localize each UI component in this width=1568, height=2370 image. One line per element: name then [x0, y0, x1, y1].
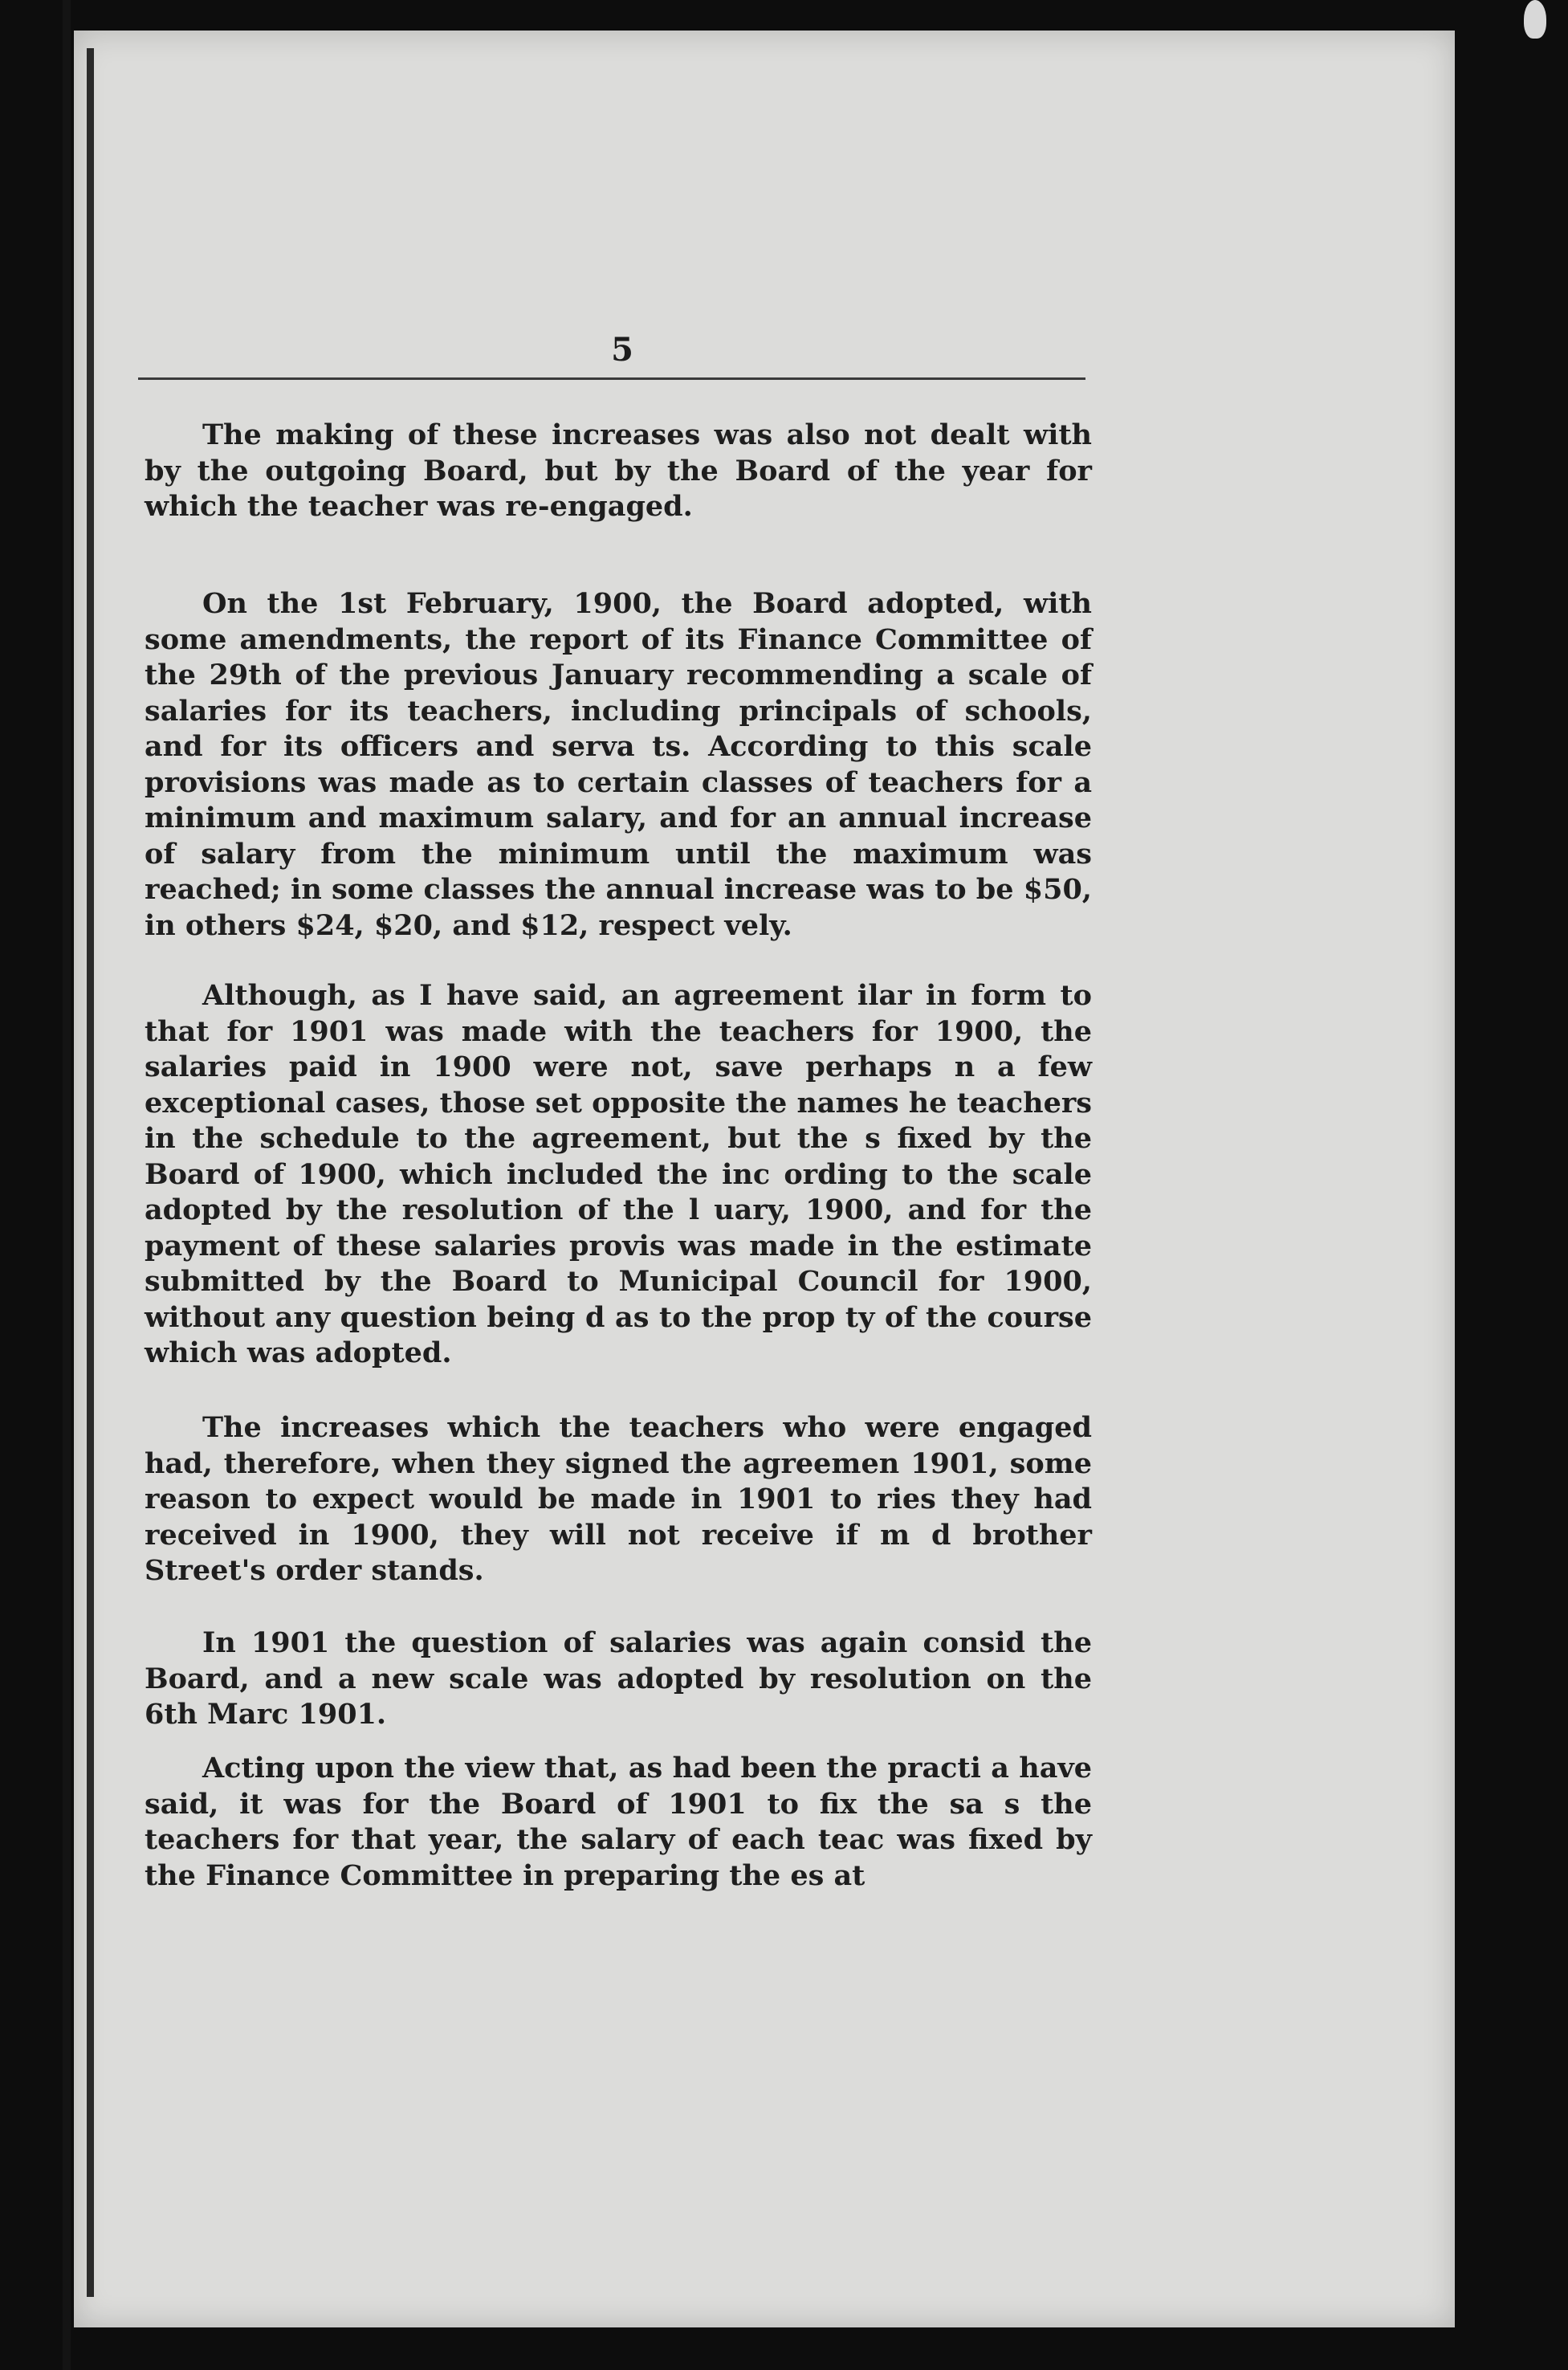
paragraph-6 [145, 1751, 1092, 1894]
corner-mark [1524, 0, 1546, 39]
paragraph-text: On the 1st February, 1900, the Board adopted, with some amendments, the report of its Finance Committee of the 29th of the previous January recommending a scale of salaries for its teachers, including principals of schools, and for its officers and serva ts. According to this scale provisions was made as to certain classes of teachers for a minimum and maximum salary, and for an annual increase of salary from the minimum until the maximum was reached; in some classes the annual increase was to be $50, in others $24, $20, and $12, respect vely. [145, 587, 1092, 942]
page-spine [87, 48, 94, 2297]
paragraph-4 [145, 1410, 1092, 1589]
paragraph-5 [145, 1626, 1092, 1733]
paragraph-text: The increases which the teachers who were engaged had, therefore, when they signed the agreemen 1901, some reason to expect would be made in 1901 to ries they had received in 1900, they will not receive if m d brother Street's order stands. [145, 1411, 1092, 1587]
paragraph-text: Acting upon the view that, as had been the practi a have said, it was for the Board of 1901 to fix the sa s the teachers for that year, the salary of each teac was fixed by the Finance Committee in preparing the es at [145, 1752, 1092, 1892]
paragraph-1 [145, 418, 1092, 525]
paragraph-text: In 1901 the question of salaries was again consid the Board, and a new scale was adopted by resolution on the 6th Marc 1901. [145, 1626, 1092, 1731]
paragraph-text: Although, as I have said, an agreement ilar in form to that for 1901 was made with the teachers for 1900, the salaries paid in 1900 were not, save perhaps n a few exceptional cases, those set opposite the names he teachers in the schedule to the agreement, but the s fixed by the Board of 1900, which included the inc ording to the scale adopted by the resolution of the l uary, 1900, and for the payment of these salaries provis was made in the estimate submitted by the Board to Municipal Council for 1900, without any question being d as to the prop ty of the course which was adopted. [145, 979, 1092, 1369]
paragraph-2 [145, 586, 1092, 944]
header-rule [138, 377, 1085, 380]
paragraph-text: The making of these increases was also not dealt with by the outgoing Board, but by the Board of the year for which the teacher was re-engaged. [145, 418, 1092, 523]
paragraph-3 [145, 978, 1092, 1372]
book-edge [63, 0, 71, 2370]
page-number: 5 [611, 331, 633, 369]
